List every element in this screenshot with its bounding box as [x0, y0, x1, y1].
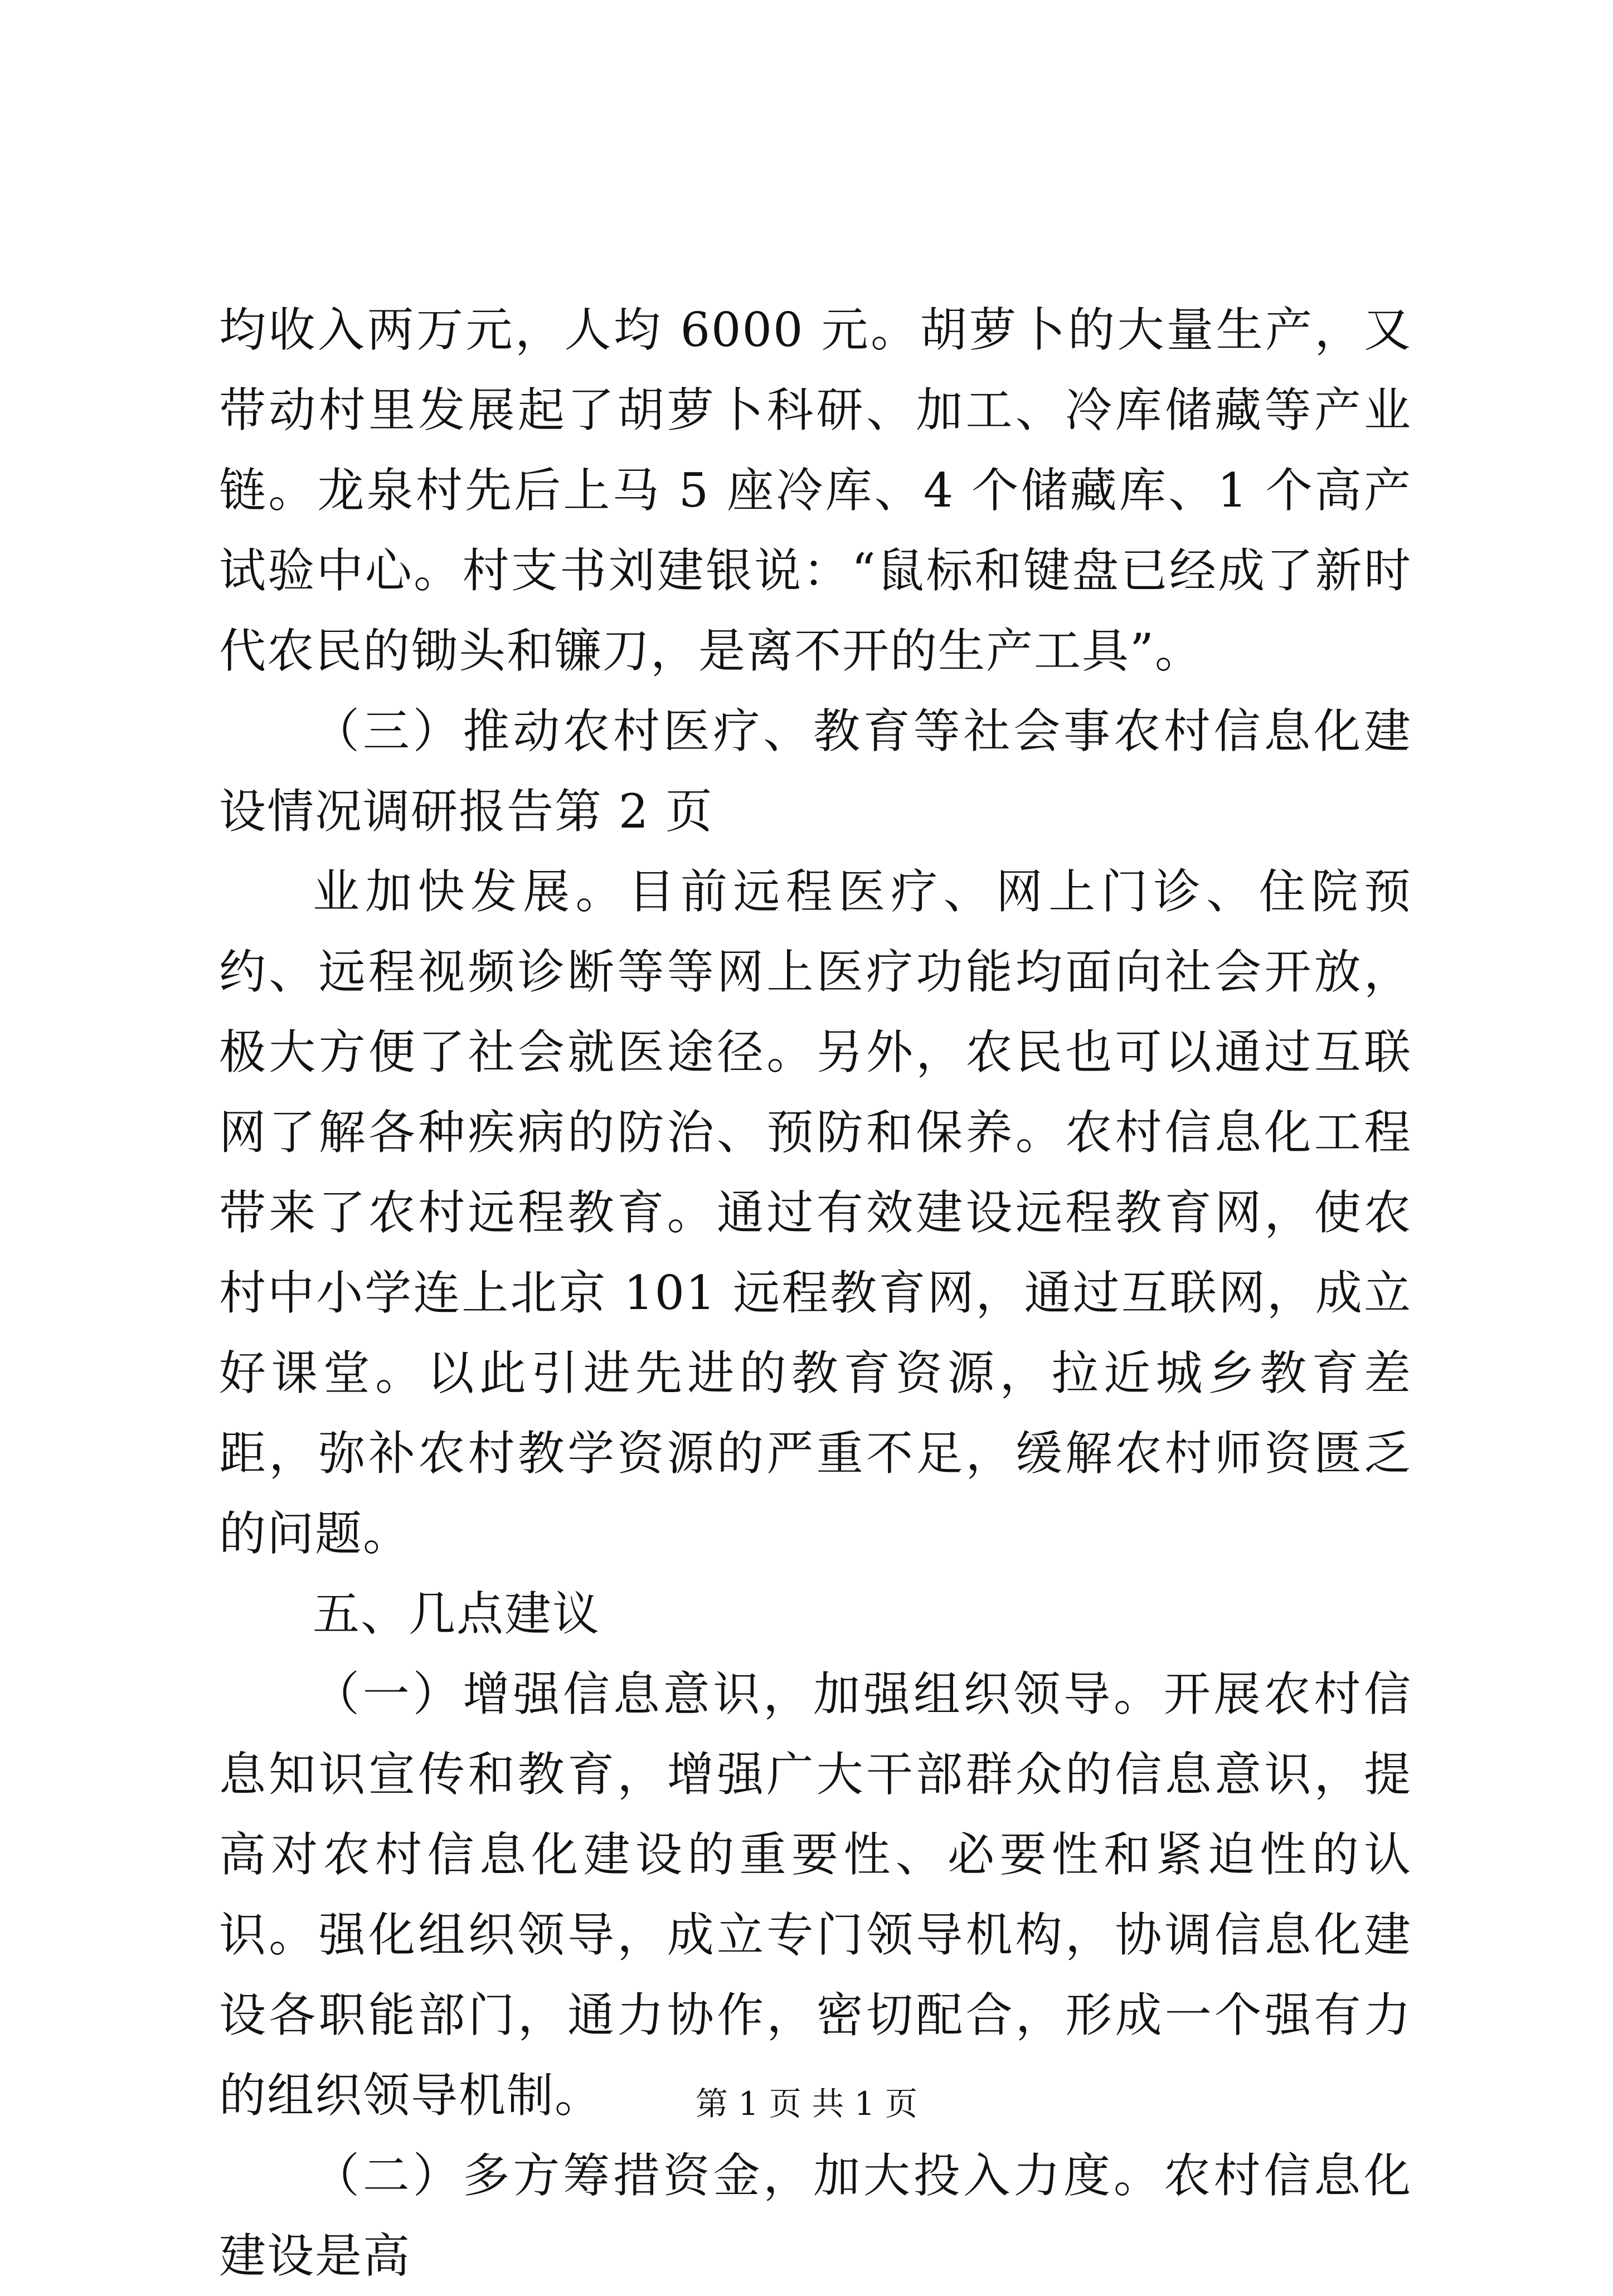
paragraph-suggestion-one: （一）增强信息意识，加强组织领导。开展农村信息知识宣传和教育，增强广大干部群众的信息意识，提高对农村信息化建设的重要性、必要性和紧迫性的认识。强化组织领导，成立专门领导机构，协调信息化建设各职能部门，通力协作，密切配合，形成一个强有力的组织领导机制。: [219, 1667, 1412, 2123]
paragraph-remote-medical-education: 业加快发展。目前远程医疗、网上门诊、住院预约、远程视频诊断等等网上医疗功能均面向社会开放，极大方便了社会就医途径。另外，农民也可以通过互联网了解各种疾病的防治、预防和保养。农村信息化工程带来了农村远程教育。通过有效建设远程教育网，使农村中小学连上北京 101 远程教育网，通过互联网，成立好课堂。以此引进先进的教育资源，拉近城乡教育差距，弥补农村教学资源的严重不足，缓解农村师资匮乏的问题。: [219, 864, 1412, 1561]
paragraph-heading-medical-education: （三）推动农村医疗、教育等社会事农村信息化建设情况调研报告第 2 页: [219, 704, 1412, 839]
paragraph-income-and-industry-chain: 均收入两万元，人均 6000 元。胡萝卜的大量生产，又带动村里发展起了胡萝卜科研、加工、冷库储藏等产业链。龙泉村先后上马 5 座冷库、4 个储藏库、1 个高产试验中心。村支书刘建银说：“鼠标和键盘已经成了新时代农民的锄头和镰刀，是离不开的生产工具”。: [219, 303, 1412, 678]
document-body: [219, 290, 1412, 2296]
page-footer: 第 1 页 共 1 页: [696, 2085, 917, 2123]
section-heading-suggestions: 五、几点建议: [313, 1587, 601, 1641]
paragraph-suggestion-two: （二）多方筹措资金，加大投入力度。农村信息化建设是高: [219, 2148, 1412, 2283]
